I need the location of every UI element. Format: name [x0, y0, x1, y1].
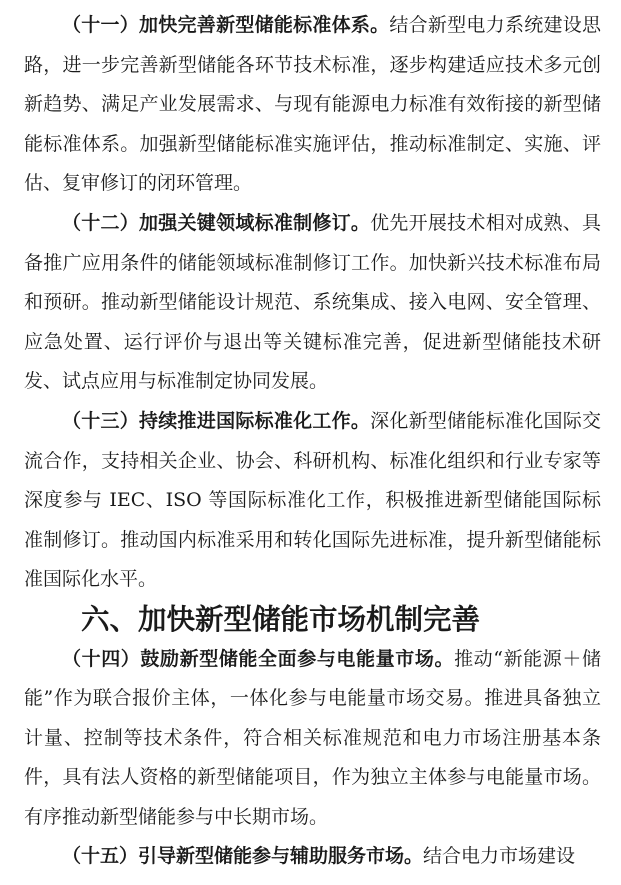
paragraph-body: 结合新型电力系统建设思路，进一步完善新型储能各环节技术标准，逐步构建适应技术多元创新趋势、满足产业发展需求、与现有能源电力标准有效衔接的新型储能标准体系。加强新型储能标准实施评估，推动标准制定、实施、评估、复审修订的闭环管理。 [24, 14, 601, 195]
paragraph-body: 结合电力市场建设 [423, 845, 576, 868]
paragraph-lead: （十一）加快完善新型储能标准体系。 [62, 14, 390, 36]
section-heading: 六、加快新型储能市场机制完善 [81, 602, 481, 636]
paragraph-lead: （十四）鼓励新型储能全面参与电能量市场。 [62, 647, 455, 670]
paragraph-lead: （十三）持续推进国际标准化工作。 [62, 409, 371, 432]
paragraph-lead: （十二）加强关键领域标准制修订。 [62, 211, 371, 234]
paragraph-13 [24, 402, 601, 600]
paragraph-body: 优先开展技术相对成熟、具备推广应用条件的储能领域标准制修订工作。加快新兴技术标准布局和预研。推动新型储能设计规范、系统集成、接入电网、安全管理、应急处置、运行评价与退出等关键标准完善，促进新型储能技术研发、试点应用与标准制定协同发展。 [24, 211, 601, 393]
paragraph-12 [24, 204, 601, 402]
paragraph-body: 推动“新能源＋储能”作为联合报价主体，一体化参与电能量市场交易。推进具备独立计量、控制等技术条件，符合相关标准规范和电力市场注册基本条件，具有法人资格的新型储能项目，作为独立主体参与电能量市场。有序推动新型储能参与中长期市场。 [24, 647, 601, 828]
paragraph-body: 深化新型储能标准化国际交流合作，支持相关企业、协会、科研机构、标准化组织和行业专家等深度参与 IEC、ISO 等国际标准化工作，积极推进新型储能国际标准制修订。推动国内标准采用和转化国际先进标准，提升新型储能标准国际化水平。 [24, 409, 601, 591]
paragraph-15 [24, 837, 601, 877]
paragraph-lead: （十五）引导新型储能参与辅助服务市场。 [62, 845, 424, 868]
paragraph-11 [24, 6, 601, 204]
paragraph-14 [24, 640, 601, 838]
